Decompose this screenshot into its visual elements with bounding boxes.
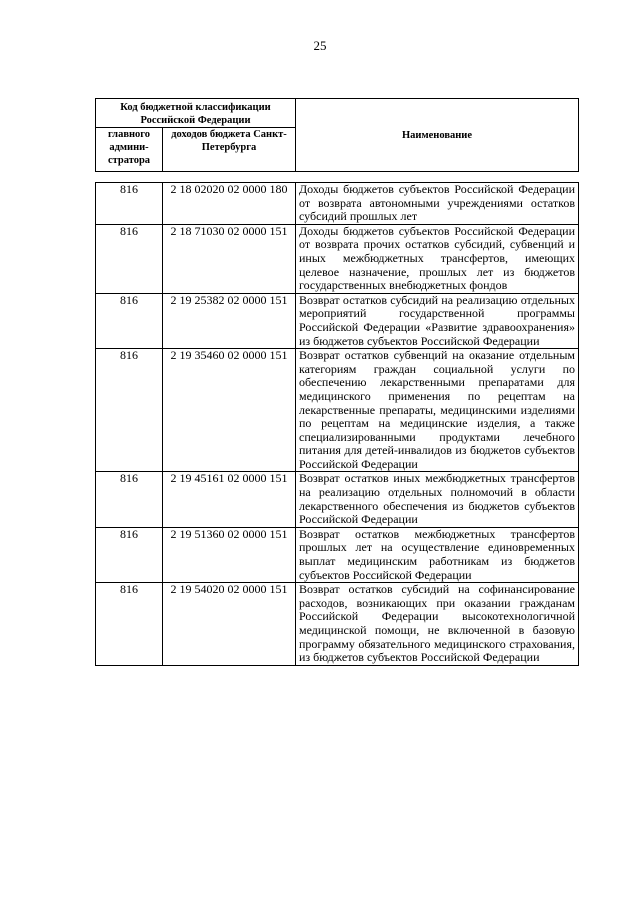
income-name-cell: Возврат остатков межбюджетных трансфертов прошлых лет на осуществление единовременных выплат медицинским работникам из бюджетов субъектов Российской Федерации [296,527,579,582]
admin-code-cell: 816 [96,349,163,472]
income-code-cell: 2 19 25382 02 0000 151 [163,293,296,348]
income-name-cell: Возврат остатков субсидий на реализацию отдельных мероприятий государственной программы Российской Федерации «Развитие здравоохранения» из бюджетов субъектов Российской Федерации [296,293,579,348]
admin-code-cell: 816 [96,183,163,225]
income-name-cell: Возврат остатков субвенций на оказание отдельным категориям граждан социальной услуги по обеспечению лекарственными препаратами для медицинского применения по рецептам на лекарственные препараты, медицинскими изделиями по рецептам на медицинские изделия, а также специализированными продуктами лечебного питания для детей-инвалидов из бюджетов субъектов Российской Федерации [296,349,579,472]
income-code-cell: 2 18 71030 02 0000 151 [163,224,296,293]
admin-code-cell: 816 [96,472,163,527]
income-name-cell: Возврат остатков иных межбюджетных трансфертов на реализацию отдельных полномочий в области лекарственного обеспечения из бюджетов субъектов Российской Федерации [296,472,579,527]
admin-code-cell: 816 [96,224,163,293]
table-row [96,293,579,348]
table-row [96,527,579,582]
table-row [96,349,579,472]
admin-code-cell: 816 [96,583,163,666]
table-row [96,583,579,666]
budget-classification-header: Код бюджетной классификации Российской Федерации [96,99,296,128]
income-code-cell: 2 19 54020 02 0000 151 [163,583,296,666]
income-column-header: доходов бюджета Санкт-Петербурга [163,128,296,172]
income-name-cell: Доходы бюджетов субъектов Российской Федерации от возврата автономными учреждениями остатков субсидий прошлых лет [296,183,579,225]
income-code-cell: 2 19 51360 02 0000 151 [163,527,296,582]
table-row [96,224,579,293]
income-codes-table [95,182,579,666]
admin-code-cell: 816 [96,293,163,348]
admin-code-cell: 816 [96,527,163,582]
income-name-cell: Возврат остатков субсидий на софинансирование расходов, возникающих при оказании гражданам Российской Федерации высокотехнологичной медицинской помощи, не включенной в базовую программу обязательного медицинского страхования, из бюджетов субъектов Российской Федерации [296,583,579,666]
income-code-cell: 2 19 35460 02 0000 151 [163,349,296,472]
admin-column-header: главного админи-стратора [96,128,163,172]
income-name-cell: Доходы бюджетов субъектов Российской Федерации от возврата прочих остатков субсидий, субвенций и иных межбюджетных трансфертов, имеющих целевое назначение, прошлых лет из бюджетов государственных внебюджетных фондов [296,224,579,293]
table-row [96,472,579,527]
name-column-header: Наименование [296,99,579,172]
table-header [95,98,579,172]
page-number: 25 [313,38,327,53]
income-code-cell: 2 18 02020 02 0000 180 [163,183,296,225]
income-code-cell: 2 19 45161 02 0000 151 [163,472,296,527]
table-row [96,183,579,225]
